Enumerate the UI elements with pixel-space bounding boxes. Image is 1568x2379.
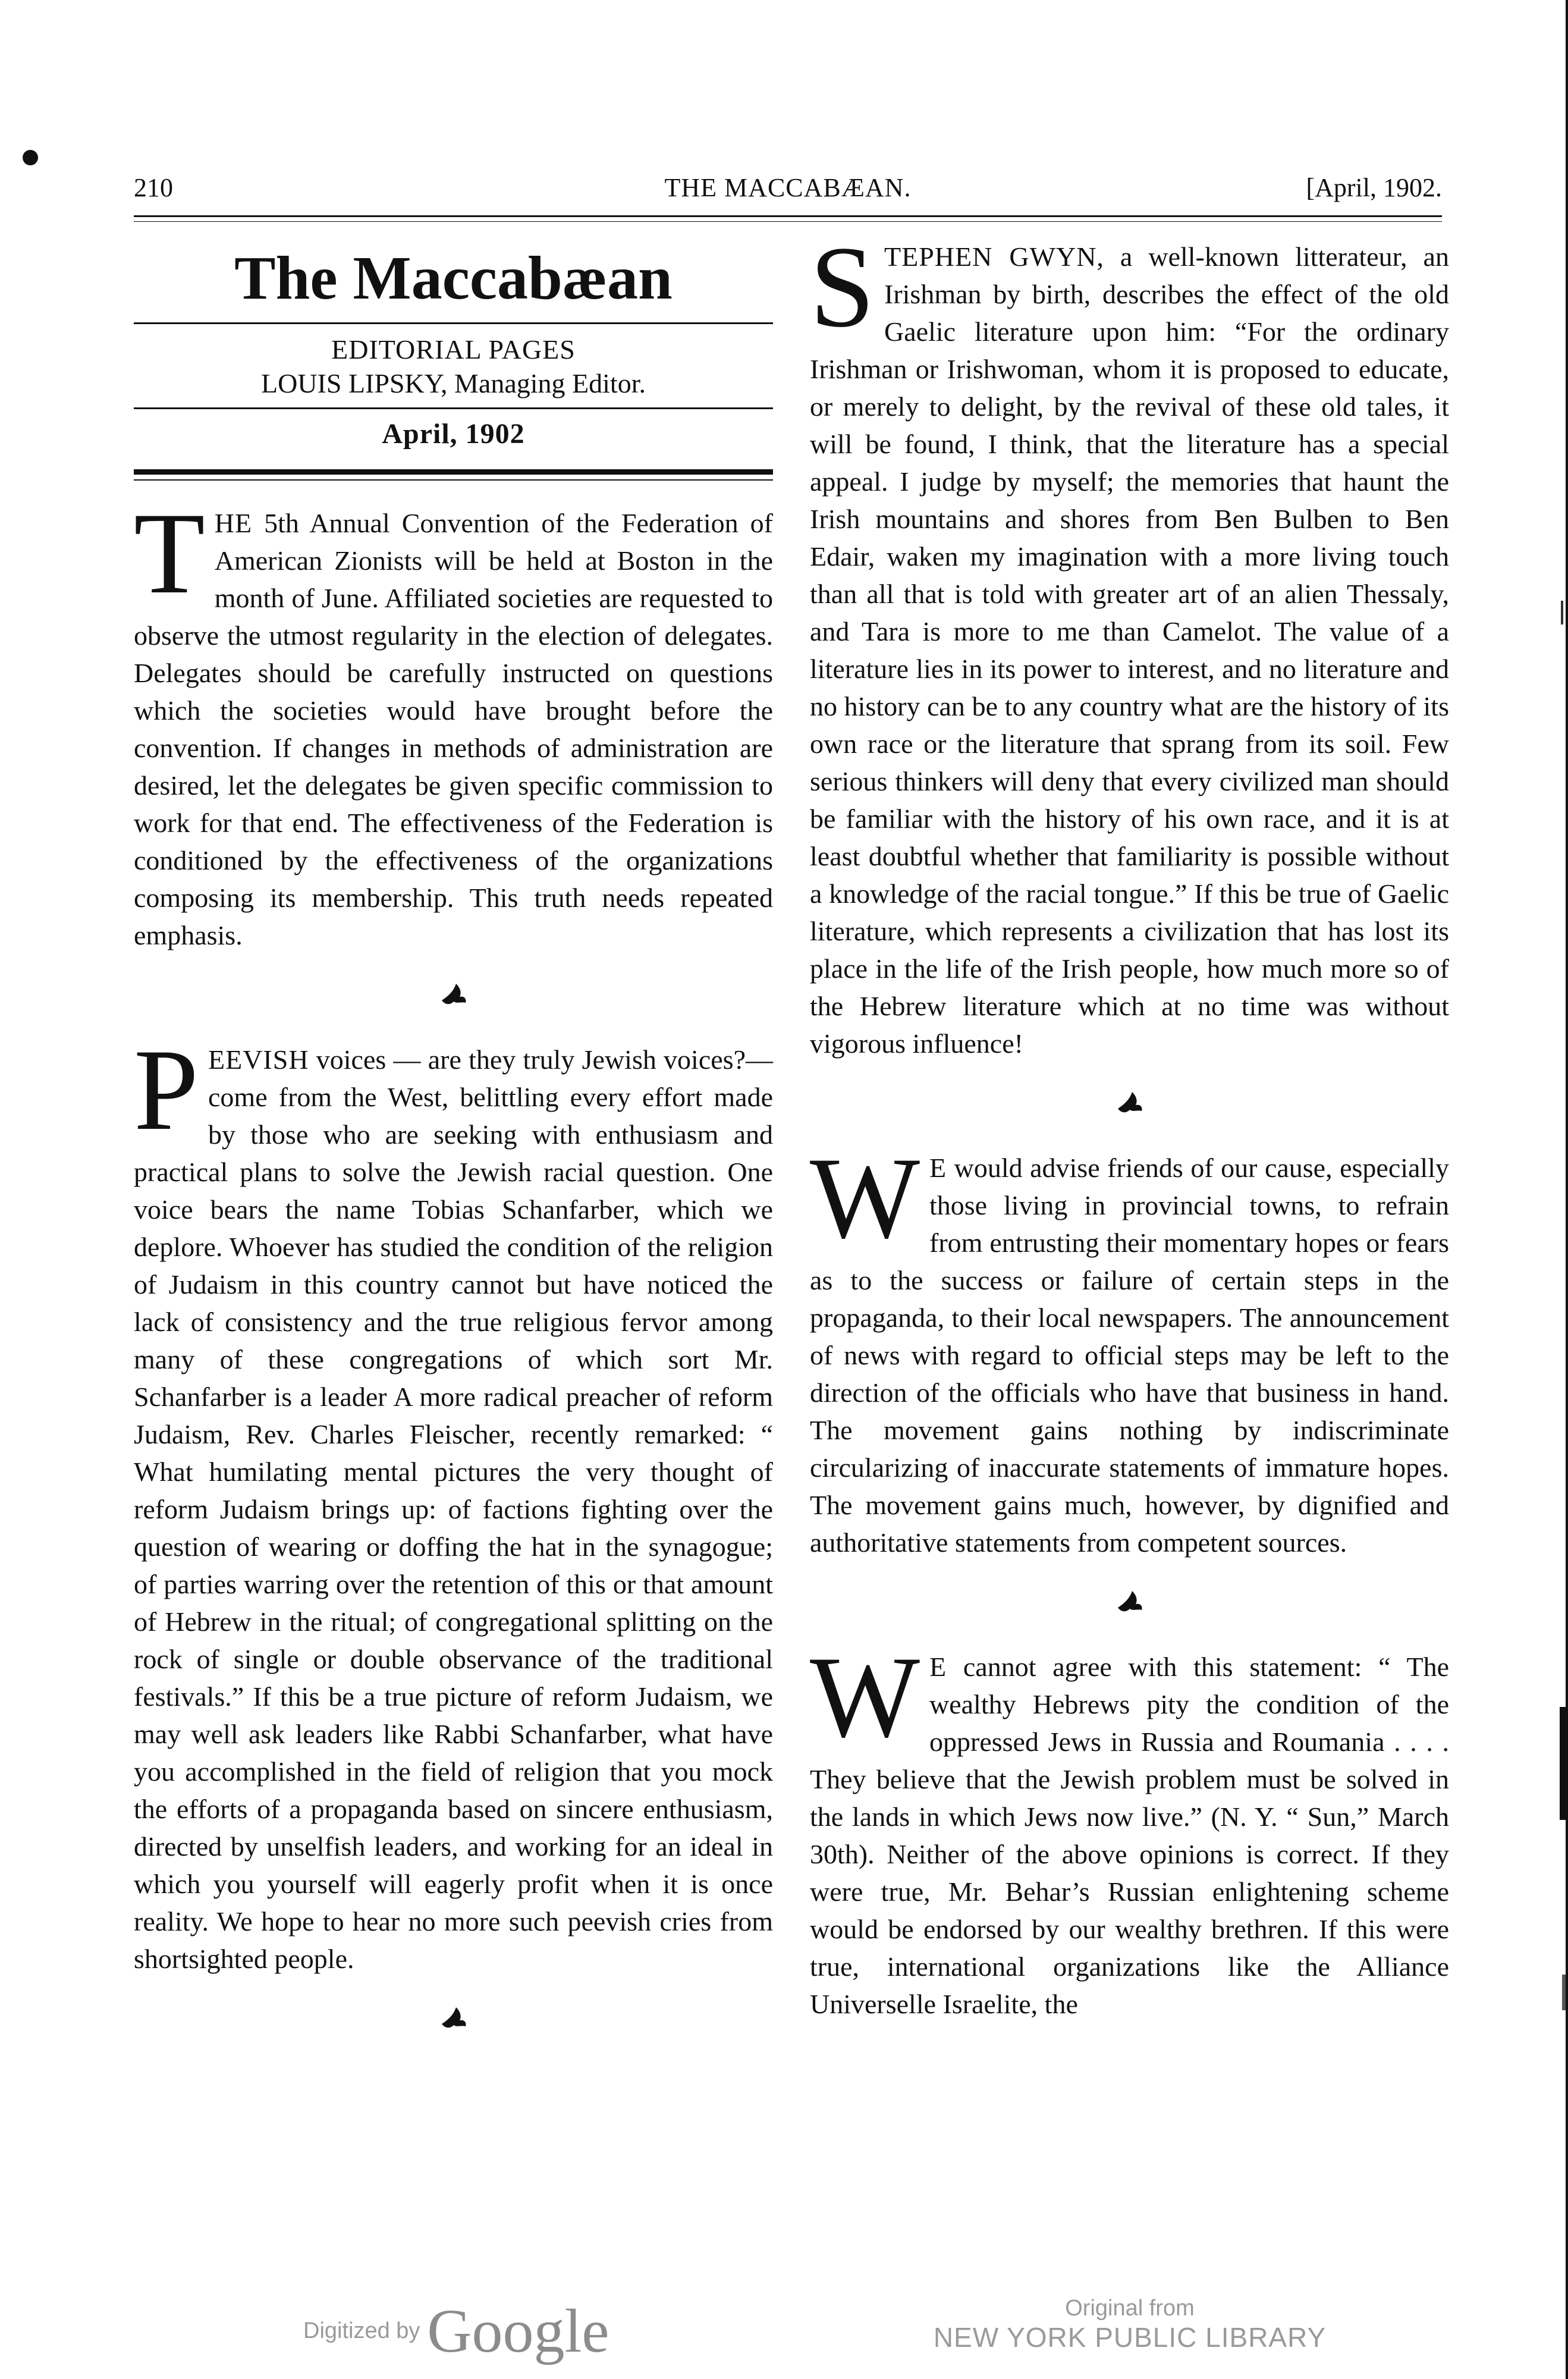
masthead-rule-2: [134, 407, 773, 409]
original-from-label: Original from: [1065, 2296, 1195, 2321]
lead-in: EEVISH: [208, 1044, 309, 1075]
drop-cap: W: [810, 1633, 920, 1762]
lead-in: E: [929, 1153, 947, 1183]
leaf-ornament-icon: [1112, 1583, 1148, 1618]
masthead-rule: [134, 322, 773, 324]
header-rule-thin: [134, 221, 1442, 222]
section-heading: EDITORIAL PAGES: [331, 334, 576, 365]
editorial-paragraph: [134, 1025, 773, 1978]
lead-in: HE: [214, 507, 253, 538]
journal-title: THE MACCABÆAN.: [664, 173, 912, 202]
editorial-paragraph: [810, 222, 1449, 1062]
drop-cap: T: [134, 488, 205, 618]
masthead-hair-rule: [134, 479, 773, 481]
editor-credit: LOUIS LIPSKY, Managing Editor.: [261, 368, 646, 398]
lead-in: TEPHEN GWYN,: [884, 241, 1104, 272]
drop-cap: S: [810, 222, 875, 351]
masthead-date: April, 1902: [382, 418, 525, 450]
source-library-watermark: [892, 2296, 1368, 2367]
paragraph-text: cannot agree with this statement: “ The wealthy Hebrews pity the condition of the oppressed Jews in Russia and Roumania . . . . They believe that the Jewish problem must be solved in the lands in which Jews now live.” (N. Y. “ Sun,” March 30th). Neither of the above opinions is correct. If they were true, Mr. Behar’s Russian enlightening scheme would be endorsed by our wealthy brethren. If this were true, international organizations like the Alliance Universelle Israelite, the: [810, 1652, 1449, 2019]
drop-cap: W: [810, 1134, 920, 1263]
page-number: 210: [134, 173, 173, 202]
left-column: [134, 238, 773, 2064]
issue-date: [April, 1902.: [1306, 173, 1442, 202]
paragraph-text: voices — are they truly Jewish voices?—come from the West, belittling every effort made by those who are seeking with enthusiasm and practical plans to solve the Jewish racial question. One voice bears the name Tobias Schanfarber, which we deplore. Whoever has studied the condition of the religion of Judaism in this country cannot but have noticed the lack of consistency and the true religious fervor among many of these congregations of which sort Mr. Schanfarber is a leader A more radical preacher of reform Judaism, Rev. Charles Fleischer, recently remarked: “ What humilating mental pictures the very thought of reform Judaism brings up: of factions fighting over the question of wearing or doffing the hat in the synagogue; of parties warring over the retention of this or that amount of Hebrew in the ritual; of congregational splitting on the rock of single or double observance of the traditional festivals.” If this be a true picture of reform Judaism, we may well ask leaders like Rabbi Schanfarber, what have you accomplished in the field of religion that you mock the efforts of a propaganda based on sincere enthusiasm, directed by unselfish leaders, and working for an ideal in which you yourself will eagerly profit when it is once reality. We hope to hear no more such peevish cries from shortsighted people.: [134, 1044, 773, 1974]
paragraph-text: would advise friends of our cause, especially those living in provincial towns, to refrain from entrusting their momentary hopes or fears as to the success or failure of certain steps in the propaganda, to their local newspapers. The announcement of news with regard to official steps may be left to the direction of the officials who have that business in hand. The movement gains nothing by indiscriminate circularizing of inaccurate statements of immature hopes. The movement gains much, however, by dignified and authoritative statements from competent sources.: [810, 1153, 1449, 1558]
digitized-by-watermark: [303, 2296, 660, 2367]
masthead-title: The Maccabæan: [234, 244, 673, 312]
editorial-paragraph: [810, 1134, 1449, 1561]
right-column: [810, 222, 1449, 2023]
editorial-paragraph: [134, 488, 773, 954]
library-name: NEW YORK PUBLIC LIBRARY: [933, 2322, 1327, 2353]
lead-in: E: [929, 1652, 947, 1682]
google-logo: Google: [427, 2297, 609, 2365]
header-rule: [134, 215, 1442, 217]
leaf-ornament-icon: [1112, 1084, 1148, 1119]
drop-cap: P: [134, 1025, 199, 1154]
fleuron-separator: [134, 1999, 773, 2041]
editorial-paragraph: [810, 1633, 1449, 2023]
leaf-ornament-icon: [436, 975, 472, 1011]
running-head: [134, 172, 1442, 208]
paragraph-text: 5th Annual Convention of the Federation of American Zionists will be held at Boston in the month of June. Affiliated societies are requested to observe the utmost regularity in the election of delegates. Delegates should be carefully instructed on questions which the societies would have brought before the convention. If changes in methods of administration are desired, let the delegates be given specific commission to work for that end. The effectiveness of the Federation is conditioned by the effectiveness of the organizations composing its membership. This truth needs repeated emphasis.: [134, 507, 773, 950]
paragraph-text: a well-known litterateur, an Irishman by birth, describes the effect of the old Gaelic literature upon him: “For the ordinary Irishman or Irishwoman, whom it is proposed to educate, or merely to delight, by the revival of these old tales, it will be found, I think, that the literature has a special appeal. I judge by myself; the memories that haunt the Irish mountains and shores from Ben Bulben to Ben Edair, waken my imagination with a more living touch than all that is told with greater art of an alien Thessaly, and Tara is more to me than Camelot. The value of a literature lies in its power to interest, and no literature and no history can be to any country what are the history of its own race or the literature that sprang from its soil. Few serious thinkers will deny that every civilized man should be familiar with the history of his own race, and it is at least doubtful whether that familiarity is possible without a knowledge of the racial tongue.” If this be true of Gaelic literature, which represents a civilization that has lost its place in the life of the Irish people, how much more so of the Hebrew literature which at no time was without vigorous influence!: [810, 241, 1449, 1059]
masthead-thick-rule: [134, 469, 773, 475]
digitized-label: Digitized by: [303, 2318, 420, 2343]
adjacent-page-edge: [1544, 0, 1568, 2379]
fleuron-separator: [810, 1583, 1449, 1624]
fleuron-separator: [134, 975, 773, 1017]
scan-artifact-dot: [23, 150, 38, 165]
leaf-ornament-icon: [436, 1999, 472, 2035]
fleuron-separator: [810, 1084, 1449, 1125]
